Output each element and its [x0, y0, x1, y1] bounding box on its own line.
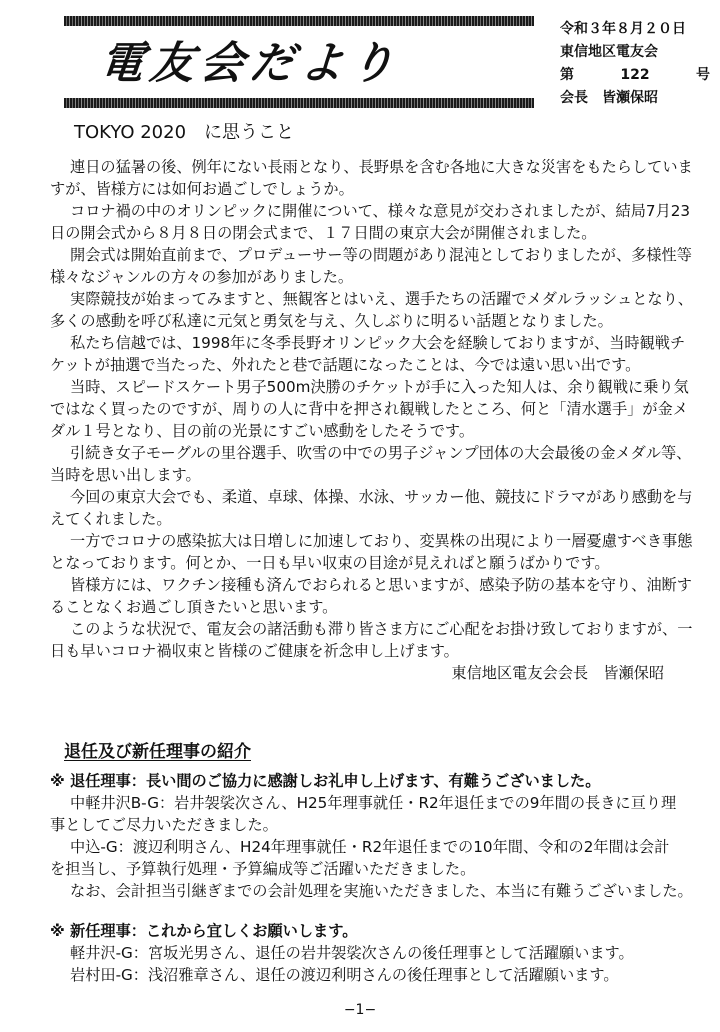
article-line: すが、皆様方には如何お過ごしでしょうか。	[50, 180, 354, 198]
article-line: 引続き女子モーグルの里谷選手、吹雪の中での男子ジャンプ団体の大会最後の金メダル等、	[70, 444, 692, 462]
article-line: 一方でコロナの感染拡大は日増しに加速しており、変異株の出現により一層憂慮すべき事態	[70, 532, 693, 550]
article-line: ることなくお過ごし頂きたいと思います。	[50, 598, 338, 616]
issue-suffix: 号	[695, 67, 710, 83]
retire-block	[50, 770, 710, 902]
article-line: 多くの感動を呼び私達に元気と勇気を与え、久しぶりに明るい話題となりました。	[50, 312, 613, 330]
issue-prefix: 第	[560, 67, 574, 83]
retire-line: 中軽井沢B-G：岩井袈裟次さん、H25年理事就任・R2年退任までの9年間の長きに亘り理	[70, 794, 677, 812]
article-line: 連日の猛暑の後、例年にない長雨となり、長野県を含む各地に大きな災害をもたらしていま	[70, 158, 693, 176]
article-line: 日の開会式から８月８日の閉会式まで、１７日間の東京大会が開催されました。	[50, 224, 597, 242]
new-line: 岩村田-G：浅沼雅章さん、退任の渡辺利明さんの後任理事として活躍願います。	[70, 966, 619, 984]
article-line: 当時、スピードスケート男子500m決勝のチケットが手に入った知人は、余り観戦に乗り気	[70, 378, 689, 396]
article-line: このような状況で、電友会の諸活動も滞り皆さま方にご心配をお掛け致しておりますが、一	[70, 620, 693, 638]
issue-org: 東信地区電友会	[560, 44, 658, 60]
masthead-bottom-rule	[64, 98, 534, 108]
article-line: ダル１号となり、目の前の光景にすごい感動をしたそうです。	[50, 422, 475, 440]
issue-info	[560, 18, 710, 110]
article-line: コロナ禍の中のオリンピックに開催について、様々な意見が交わされましたが、結局7月23	[70, 202, 691, 220]
article-line: 今回の東京大会でも、柔道、卓球、体操、水泳、サッカー他、競技にドラマがあり感動を与	[70, 488, 693, 506]
article-line: えてくれました。	[50, 510, 172, 528]
article-line: ケットが抽選で当たった、外れたと巷で話題になったことは、今では遠い思い出です。	[50, 356, 641, 374]
retire-line: 中込-G：渡辺利明さん、H24年理事就任・R2年退任までの10年間、令和の2年間は会計	[70, 838, 670, 856]
issue-chairman: 会長 皆瀬保昭	[560, 90, 658, 106]
retire-line: なお、会計担当引継ぎまでの会計処理を実施いただきました、本当に有難うございました。	[70, 882, 693, 900]
article-line: 様々なジャンルの方々の参加がありました。	[50, 268, 354, 286]
retire-line: 事としてご尽力いただきました。	[50, 816, 278, 834]
article-body	[50, 156, 710, 684]
section-title: 退任及び新任理事の紹介	[64, 742, 251, 762]
article-line: ではなく買ったのですが、周りの人に背中を押され観戦したところ、何と「清水選手」が金メ	[50, 400, 688, 418]
page-number: −1−	[343, 1002, 377, 1018]
newsletter-title: 電友会だより	[97, 38, 403, 89]
issue-number: 122	[620, 67, 650, 83]
retire-line: を担当し、予算執行処理・予算編成等ご活躍いただきました。	[50, 860, 476, 878]
masthead-top-rule	[64, 16, 534, 26]
new-notice: ※ 新任理事：これから宜しくお願いします。	[50, 922, 358, 940]
article-line: 当時を思い出します。	[50, 466, 201, 484]
article-line: 実際競技が始まってみますと、無観客とはいえ、選手たちの活躍でメダルラッシュとなり、	[70, 290, 693, 308]
retire-notice: ※ 退任理事：長い間のご協力に感謝しお礼申し上げます、有難うございました。	[50, 772, 601, 790]
article-signature: 東信地区電友会会長 皆瀬保昭	[451, 664, 664, 682]
article-line: 開会式は開始直前まで、プロデューサー等の問題があり混沌としておりましたが、多様性等	[70, 246, 692, 264]
article-line: 日も早いコロナ禍収束と皆様のご健康を祈念申し上げます。	[50, 642, 459, 660]
new-block	[50, 920, 710, 986]
new-line: 軽井沢-G：宮坂光男さん、退任の岩井袈裟次さんの後任理事として活躍願います。	[70, 944, 634, 962]
issue-date: 令和３年８月２０日	[560, 21, 686, 37]
article-line: 皆様方には、ワクチン接種も済んでおられると思いますが、感染予防の基本を守り、油断す	[70, 576, 692, 594]
issue-number-row	[560, 64, 710, 87]
article-line: となっております。何とか、一日も早い収束の目途が見えればと願うばかりです。	[50, 554, 610, 572]
article-line: 私たち信越では、1998年に冬季長野オリンピック大会を経験しておりますが、当時観戦チ	[70, 334, 686, 352]
article-heading: TOKYO 2020 に思うこと	[74, 122, 295, 143]
